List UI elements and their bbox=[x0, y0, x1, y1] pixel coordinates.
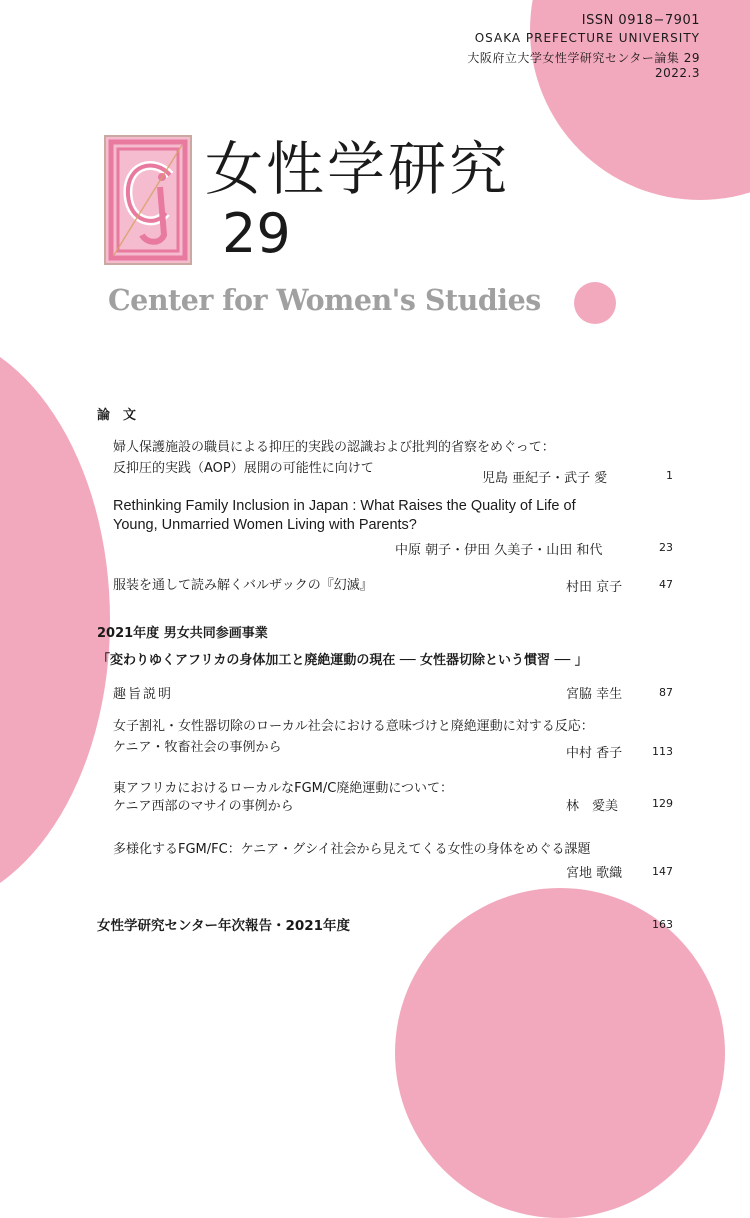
volume-number: 29 bbox=[222, 202, 291, 265]
journal-title: 女性学研究 bbox=[205, 135, 511, 203]
paper2-authors: 中原 朝子・伊田 久美子・山田 和代 bbox=[395, 543, 603, 558]
annual-report: 女性学研究センター年次報告・2021年度 bbox=[97, 918, 351, 934]
decorative-dot bbox=[574, 282, 616, 324]
item1-authors: 宮脇 幸生 bbox=[566, 687, 623, 702]
section-heading-papers: 論 文 bbox=[97, 408, 137, 423]
annual-report-page: 163 bbox=[652, 918, 673, 931]
item2-title-line1: 女子割礼・女性器切除のローカル社会における意味づけと廃絶運動に対する反応： bbox=[113, 719, 594, 734]
item4-authors: 宮地 歌織 bbox=[566, 866, 623, 881]
issue-date: 2022.3 bbox=[655, 66, 700, 80]
item3-authors: 林 愛美 bbox=[566, 799, 619, 814]
paper3-page: 47 bbox=[659, 578, 673, 591]
section-heading-project: 2021年度 男女共同参画事業 bbox=[97, 626, 268, 641]
paper2-title-line1: Rethinking Family Inclusion in Japan : What Raises the Quality of Life of bbox=[113, 498, 576, 514]
paper1-page: 1 bbox=[666, 469, 673, 482]
paper2-page: 23 bbox=[659, 541, 673, 554]
item4-title: 多様化するFGM/FC：ケニア・グシイ社会から見えてくる女性の身体をめぐる課題 bbox=[113, 842, 591, 857]
issn: ISSN 0918−7901 bbox=[581, 13, 700, 28]
series-name: 大阪府立大学女性学研究センター論集 29 bbox=[467, 51, 700, 65]
paper1-title-line1: 婦人保護施設の職員による抑圧的実践の認識および批判的省察をめぐって： bbox=[113, 440, 555, 455]
university-name: OSAKA PREFECTURE UNIVERSITY bbox=[474, 31, 700, 45]
item1-page: 87 bbox=[659, 686, 673, 699]
item1-title: 趣旨説明 bbox=[113, 687, 174, 702]
item2-title-line2: ケニア・牧畜社会の事例から bbox=[113, 740, 282, 755]
item3-title-line2: ケニア西部のマサイの事例から bbox=[113, 799, 294, 814]
item4-page: 147 bbox=[652, 865, 673, 878]
item3-page: 129 bbox=[652, 797, 673, 810]
item2-authors: 中村 香子 bbox=[566, 746, 623, 761]
center-name: Center for Women's Studies bbox=[108, 283, 541, 317]
decorative-circle-top-right bbox=[530, 0, 750, 200]
paper1-authors: 児島 亜紀子・武子 愛 bbox=[482, 471, 608, 486]
paper2-title-line2: Young, Unmarried Women Living with Parents? bbox=[113, 517, 417, 533]
paper3-authors: 村田 京子 bbox=[566, 580, 623, 595]
logo-icon bbox=[104, 135, 192, 265]
decorative-circle-left bbox=[0, 330, 110, 910]
item3-title-line1: 東アフリカにおけるローカルなFGM/C廃絶運動について： bbox=[113, 781, 454, 796]
project-title: 「変わりゆくアフリカの身体加工と廃絶運動の現在 ── 女性器切除という慣習 ── 」 bbox=[97, 653, 588, 668]
decorative-circle-bottom bbox=[395, 888, 725, 1218]
paper3-title: 服装を通して読み解くバルザックの『幻滅』 bbox=[113, 578, 373, 593]
item2-page: 113 bbox=[652, 745, 673, 758]
paper1-title-line2: 反抑圧的実践（AOP）展開の可能性に向けて bbox=[113, 461, 374, 476]
